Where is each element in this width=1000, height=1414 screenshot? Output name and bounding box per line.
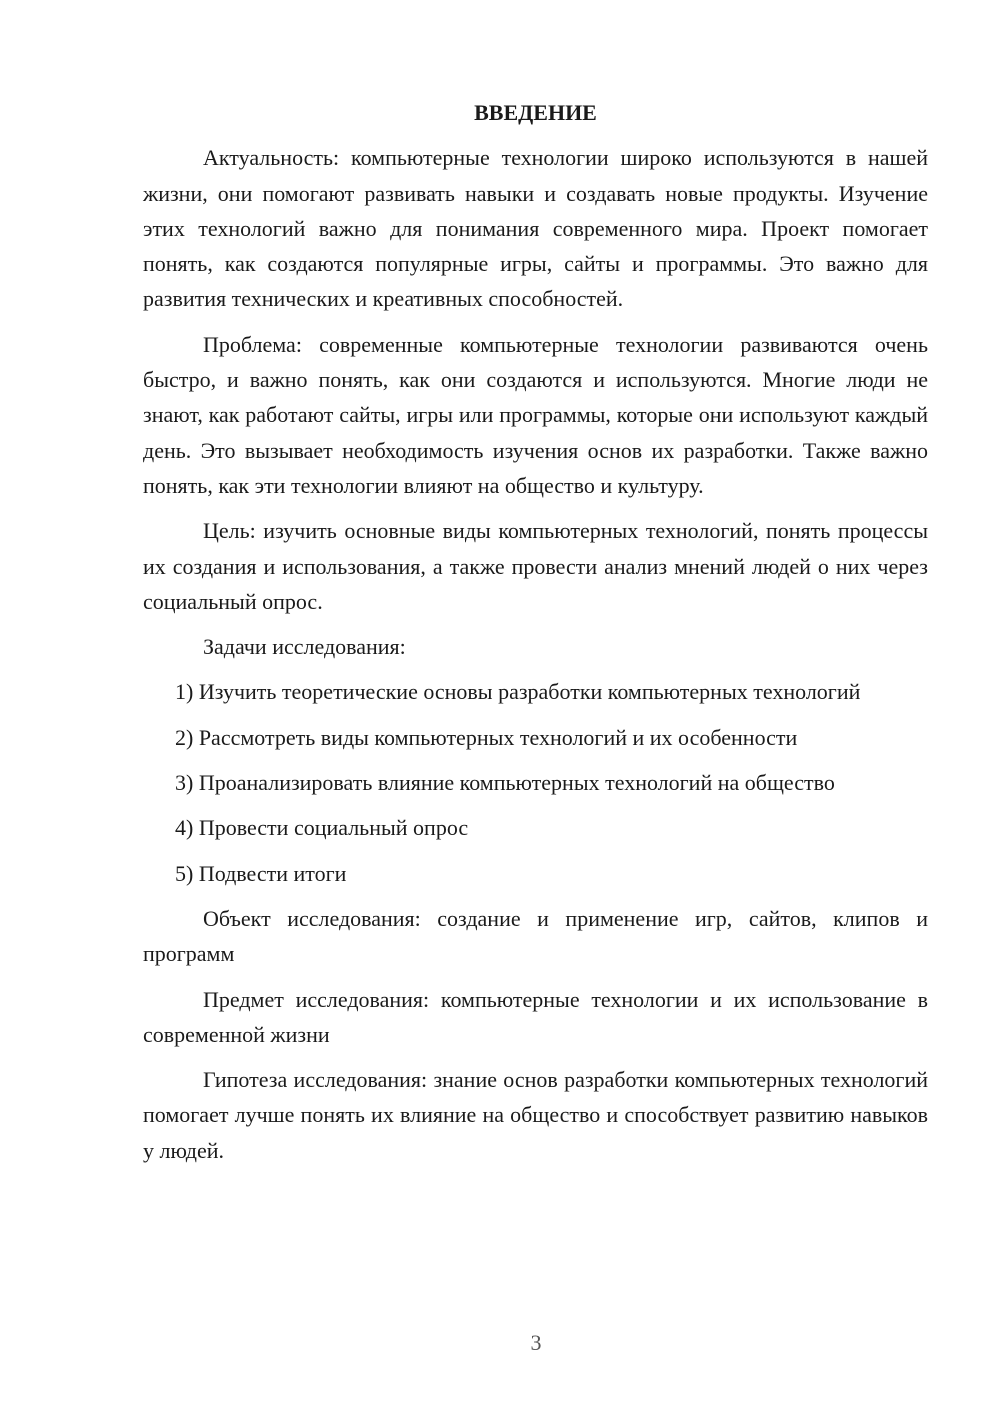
- task-item-4: 4) Провести социальный опрос: [175, 815, 469, 841]
- task-item-5: 5) Подвести итоги: [175, 860, 347, 886]
- section-title: ВВЕДЕНИЕ: [474, 100, 597, 125]
- paragraph-goal: Цель: изучить основные виды компьютерных технологий, понять процессы их создания и использования, а также провести анализ мнений людей о них через социальный опрос.: [143, 518, 928, 614]
- task-item-3: 3) Проанализировать влияние компьютерных технологий на общество: [175, 770, 835, 796]
- paragraph-object: Объект исследования: создание и применение игр, сайтов, клипов и программ: [143, 905, 928, 967]
- paragraph-hypothesis: Гипотеза исследования: знание основ разработки компьютерных технологий помогает лучше понять их влияние на общество и способствует развитию навыков у людей.: [143, 1067, 928, 1163]
- task-item-2: 2) Рассмотреть виды компьютерных технологий и их особенности: [175, 724, 798, 750]
- paragraph-problem: Проблема: современные компьютерные технологии развиваются очень быстро, и важно понять, как они создаются и используются. Многие люди не знают, как работают сайты, игры или программы, которые они используют каждый день. Это вызывает необходимость изучения основ их разработки. Также важно понять, как эти технологии влияют на общество и культуру.: [143, 331, 928, 498]
- paragraph-subject: Предмет исследования: компьютерные технологии и их использование в современной жизни: [143, 986, 928, 1047]
- document-page: [143, 95, 928, 1178]
- paragraph-relevance: Актуальность: компьютерные технологии широко используются в нашей жизни, они помогают развивать навыки и создавать новые продукты. Изучение этих технологий важно для понимания современного мира. Проект помогает понять, как создаются популярные игры, сайты и программы. Это важно для развития технических и креативных способностей.: [143, 145, 928, 312]
- paragraph-tasks-heading: Задачи исследования:: [203, 634, 406, 660]
- page-number: 3: [530, 1330, 542, 1355]
- task-item-1: 1) Изучить теоретические основы разработки компьютерных технологий: [175, 679, 861, 705]
